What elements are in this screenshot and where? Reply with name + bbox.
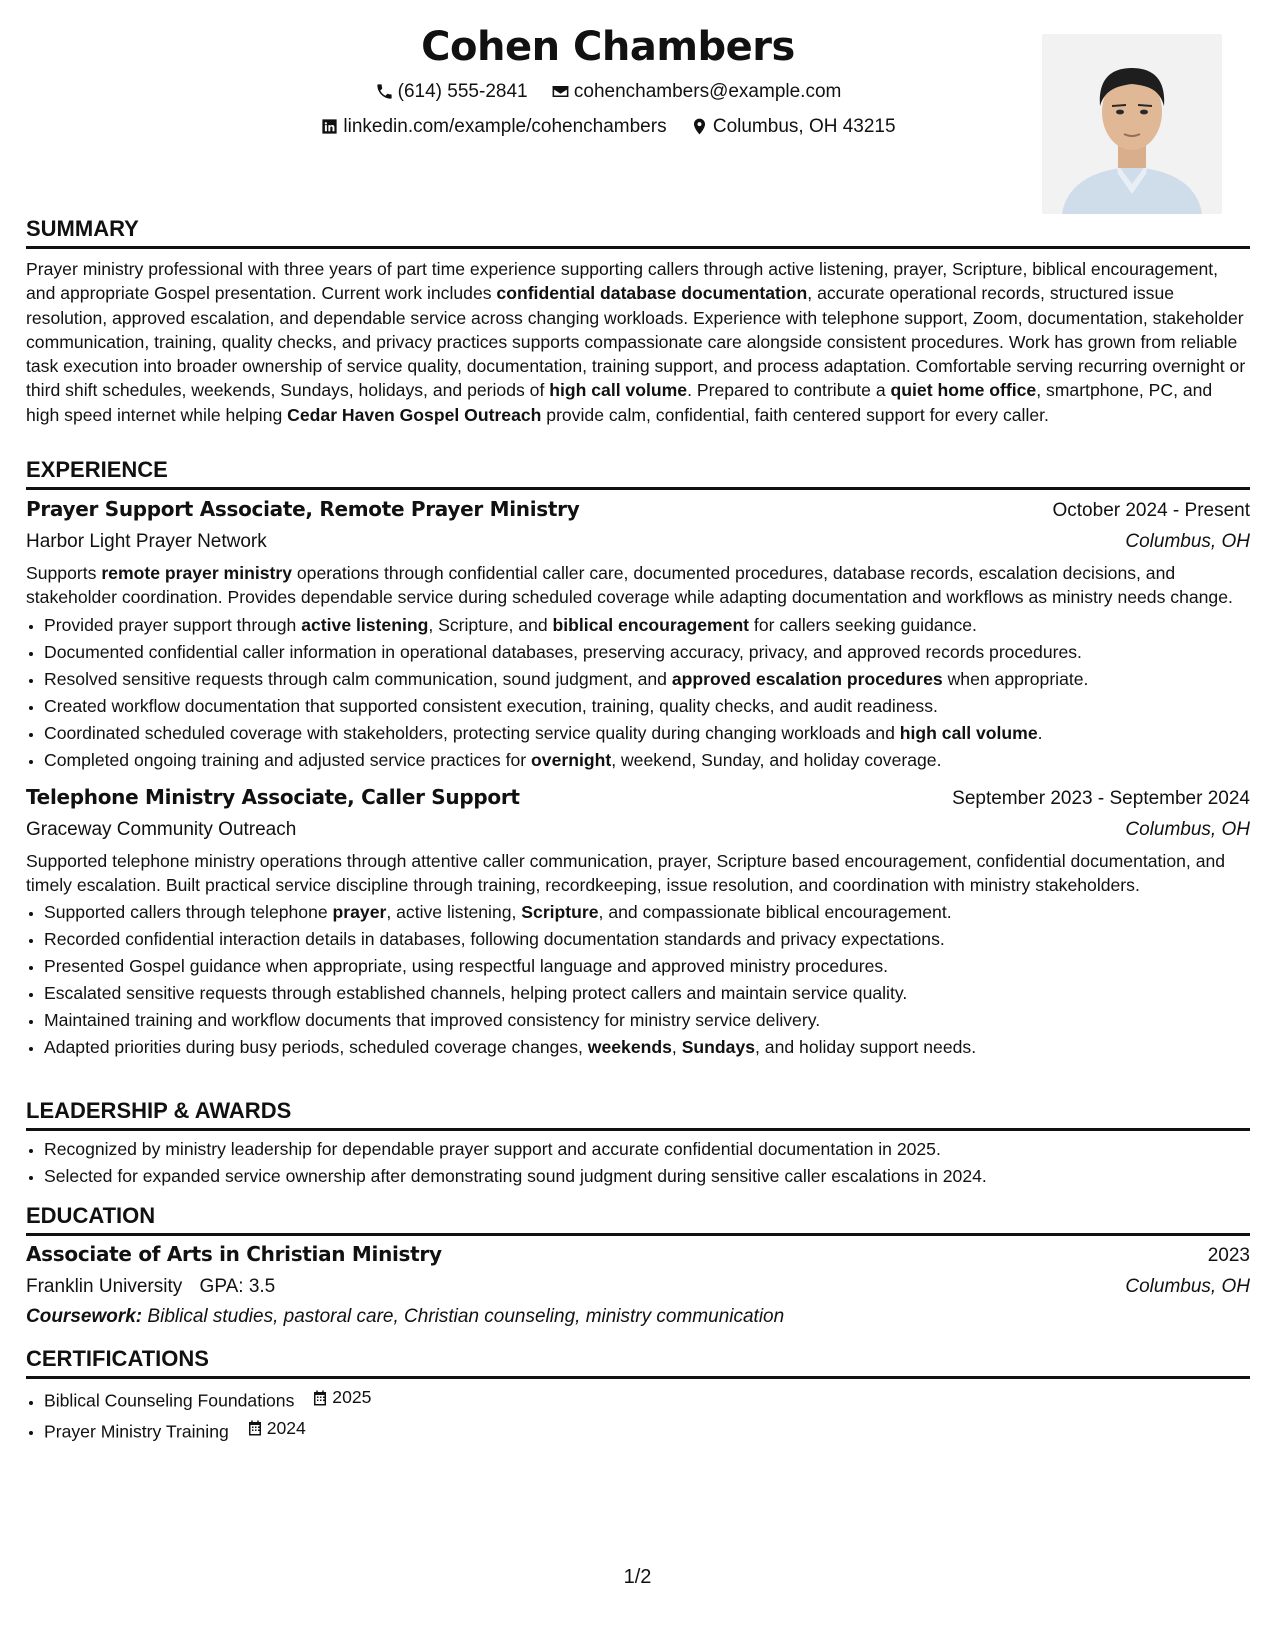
text-run: , (671, 1037, 682, 1058)
bold-text: weekends (587, 1037, 672, 1058)
text-run: , and compassionate biblical encouragement. (598, 902, 952, 923)
degree-title: Associate of Arts in Christian Ministry (26, 1242, 442, 1266)
job-summary (26, 849, 1250, 898)
contact-row-1 (0, 76, 1220, 111)
list-item (44, 953, 1250, 980)
coursework-text: Biblical studies, pastoral care, Christian counseling, ministry communication (147, 1306, 785, 1327)
text-run: Prayer ministry professional with three years of part time experience supporting callers through active listening, prayer, Scripture, biblical encouragement, and appropriate Gospel presentation. Current work includes (26, 259, 1219, 304)
text-run: , weekend, Sunday, and holiday coverage. (611, 749, 942, 770)
job-bullets (26, 612, 1250, 774)
text-run: Coordinated scheduled coverage with stakeholders, protecting service quality during changing workloads and (44, 722, 900, 743)
text-run: Maintained training and workflow documents that improved consistency for ministry service delivery. (44, 1010, 821, 1031)
job-dates: September 2023 - September 2024 (952, 787, 1250, 809)
bold-text: confidential database documentation (496, 283, 808, 304)
bold-text: remote prayer ministry (101, 563, 292, 583)
contact-row-2 (0, 111, 1220, 146)
profile-photo (1042, 34, 1222, 214)
location-contact (690, 111, 896, 142)
text-run: Completed ongoing training and adjusted service practices for (44, 749, 532, 770)
text-run: , accurate operational records, structured issue resolution, approved escalation, and dependable service across changing workloads. Experience with telephone support, Zoom, documentation, stakeholder communication, training, quality checks, and privacy practices supports compassionate care alongside consistent procedures. Work has grown from reliable task execution into broader ownership of service quality, documentation, training support, and process adaptation. Comfortable serving recurring overnight or third shift schedules, weekends, Sundays, holidays, and periods of (26, 283, 1246, 401)
list-item (44, 666, 1250, 693)
experience-heading: EXPERIENCE (26, 456, 1250, 490)
linkedin-contact[interactable] (320, 111, 666, 142)
leadership-heading: LEADERSHIP & AWARDS (26, 1097, 1250, 1131)
phone-icon (375, 82, 394, 101)
text-run: , Scripture, and (428, 614, 553, 635)
text-run: Resolved sensitive requests through calm communication, sound judgment, and (44, 668, 672, 689)
text-run: . (1037, 722, 1043, 743)
education-section (26, 1202, 1250, 1332)
list-item: • Recognized by ministry leadership for dependable prayer support and accurate confidential documentation in 2025. (44, 1136, 1250, 1163)
page-number: 1/2 (623, 1566, 652, 1588)
resume-page (26, 0, 1250, 1650)
text-run: Created workflow documentation that supported consistent execution, training, quality checks, and audit readiness. (44, 695, 938, 716)
bold-text: Cedar Haven Gospel Outreach (287, 404, 542, 425)
list-item (44, 1384, 1250, 1415)
coursework-label: Coursework: (26, 1306, 143, 1327)
summary-section (26, 215, 1250, 427)
summary-heading: SUMMARY (26, 215, 1250, 249)
bold-text: Scripture (521, 902, 599, 923)
linkedin-text: linkedin.com/example/cohenchambers (343, 116, 667, 137)
job-dates: October 2024 - Present (1052, 500, 1250, 521)
cert-name: Biblical Counseling Foundations (44, 1390, 295, 1411)
job-bullets (26, 899, 1250, 1061)
bold-text: approved escalation procedures (671, 668, 943, 689)
bold-text: active listening (301, 614, 429, 635)
list-item (44, 899, 1250, 926)
bold-text: Sundays (681, 1037, 756, 1058)
school-name: Franklin University (26, 1276, 183, 1297)
text-run: Supported callers through telephone (44, 902, 333, 923)
job-entry (26, 782, 1250, 1062)
job-entry (26, 494, 1250, 774)
location-text: Columbus, OH 43215 (712, 116, 896, 137)
list-item (44, 1415, 1250, 1446)
certifications-section (26, 1345, 1250, 1445)
job-summary (26, 561, 1250, 610)
candidate-name: Cohen Chambers (421, 24, 795, 70)
list-item (44, 926, 1250, 953)
experience-section (26, 456, 1250, 1061)
list-item (44, 693, 1250, 720)
gpa-value: GPA: 3.5 (199, 1276, 276, 1297)
text-run: Presented Gospel guidance when appropriate, using respectful language and approved ministry procedures. (44, 956, 889, 977)
email-text: cohenchambers@example.com (573, 81, 842, 102)
bold-text: high call volume (899, 722, 1038, 743)
bold-text: prayer (332, 902, 387, 923)
phone-contact[interactable] (375, 76, 528, 107)
calendar-icon (311, 1389, 329, 1407)
graduation-year: 2023 (1207, 1245, 1250, 1266)
certifications-heading: CERTIFICATIONS (26, 1345, 1250, 1379)
leadership-list (26, 1136, 1250, 1190)
bold-text: quiet home office (890, 380, 1037, 401)
job-title: Prayer Support Associate, Remote Prayer Ministry (26, 497, 580, 521)
text-run: . Prepared to contribute a (687, 380, 891, 401)
text-run: Provided prayer support through (44, 614, 302, 635)
text-run: Recorded confidential interaction details in databases, following documentation standards and privacy expectations. (44, 929, 945, 950)
text-run: for callers seeking guidance. (749, 614, 977, 635)
envelope-icon (551, 82, 570, 101)
linkedin-icon (320, 117, 339, 136)
education-heading: EDUCATION (26, 1202, 1250, 1236)
text-run: , active listening, (386, 902, 522, 923)
list-item (44, 1007, 1250, 1034)
job-organization: Graceway Community Outreach (26, 818, 297, 840)
list-item (44, 639, 1250, 666)
text-run: Supported telephone ministry operations through attentive caller communication, prayer, Scripture based encouragement, confidential documentation, and timely escalation. Built practical service discipline through training, recordkeeping, issue resolution, and coordination with ministry stakeholders. (26, 850, 1226, 895)
list-item (44, 980, 1250, 1007)
text-run: , smartphone, PC, and high speed internet while helping (26, 380, 1213, 425)
coursework-line (26, 1302, 1250, 1332)
bold-text: high call volume (549, 380, 688, 401)
cert-year: 2025 (332, 1387, 372, 1407)
list-item: • Selected for expanded service ownership after demonstrating sound judgment during sensitive caller escalations in 2024. (44, 1163, 1250, 1190)
list-item (44, 747, 1250, 774)
text-run: Supports (26, 563, 102, 583)
calendar-icon (246, 1419, 264, 1437)
text-run: Adapted priorities during busy periods, scheduled coverage changes, (44, 1037, 588, 1058)
text-run: Documented confidential caller information in operational databases, preserving accuracy, privacy, and approved records procedures. (44, 641, 1082, 662)
leadership-section (26, 1097, 1250, 1190)
phone-text: (614) 555-2841 (397, 81, 528, 102)
cert-name: Prayer Ministry Training (44, 1421, 229, 1441)
job-title: Telephone Ministry Associate, Caller Support (26, 784, 520, 809)
school-location: Columbus, OH (1125, 1276, 1250, 1297)
summary-text (26, 257, 1250, 427)
text-run: Escalated sensitive requests through established channels, helping protect callers and maintain service quality. (44, 983, 908, 1004)
bold-text: overnight (531, 749, 612, 770)
cert-year: 2024 (266, 1417, 306, 1438)
job-location: Columbus, OH (1125, 818, 1250, 840)
bold-text: biblical encouragement (552, 614, 750, 635)
text-run: , and holiday support needs. (755, 1037, 977, 1058)
map-pin-icon (690, 117, 709, 136)
job-location: Columbus, OH (1125, 531, 1250, 552)
job-organization: Harbor Light Prayer Network (26, 531, 267, 552)
text-run: when appropriate. (942, 668, 1089, 689)
list-item (44, 1034, 1250, 1061)
text-run: provide calm, confidential, faith centered support for every caller. (541, 404, 1049, 425)
text-run: operations through confidential caller care, documented procedures, database records, escalation decisions, and stakeholder coordination. Provides dependable service during scheduled coverage while adapting documentation and workflows as ministry needs change. (26, 563, 1233, 608)
list-item (44, 612, 1250, 639)
certifications-list (26, 1384, 1250, 1445)
list-item (44, 720, 1250, 747)
email-contact[interactable] (551, 76, 841, 107)
portrait-image (1042, 34, 1222, 214)
